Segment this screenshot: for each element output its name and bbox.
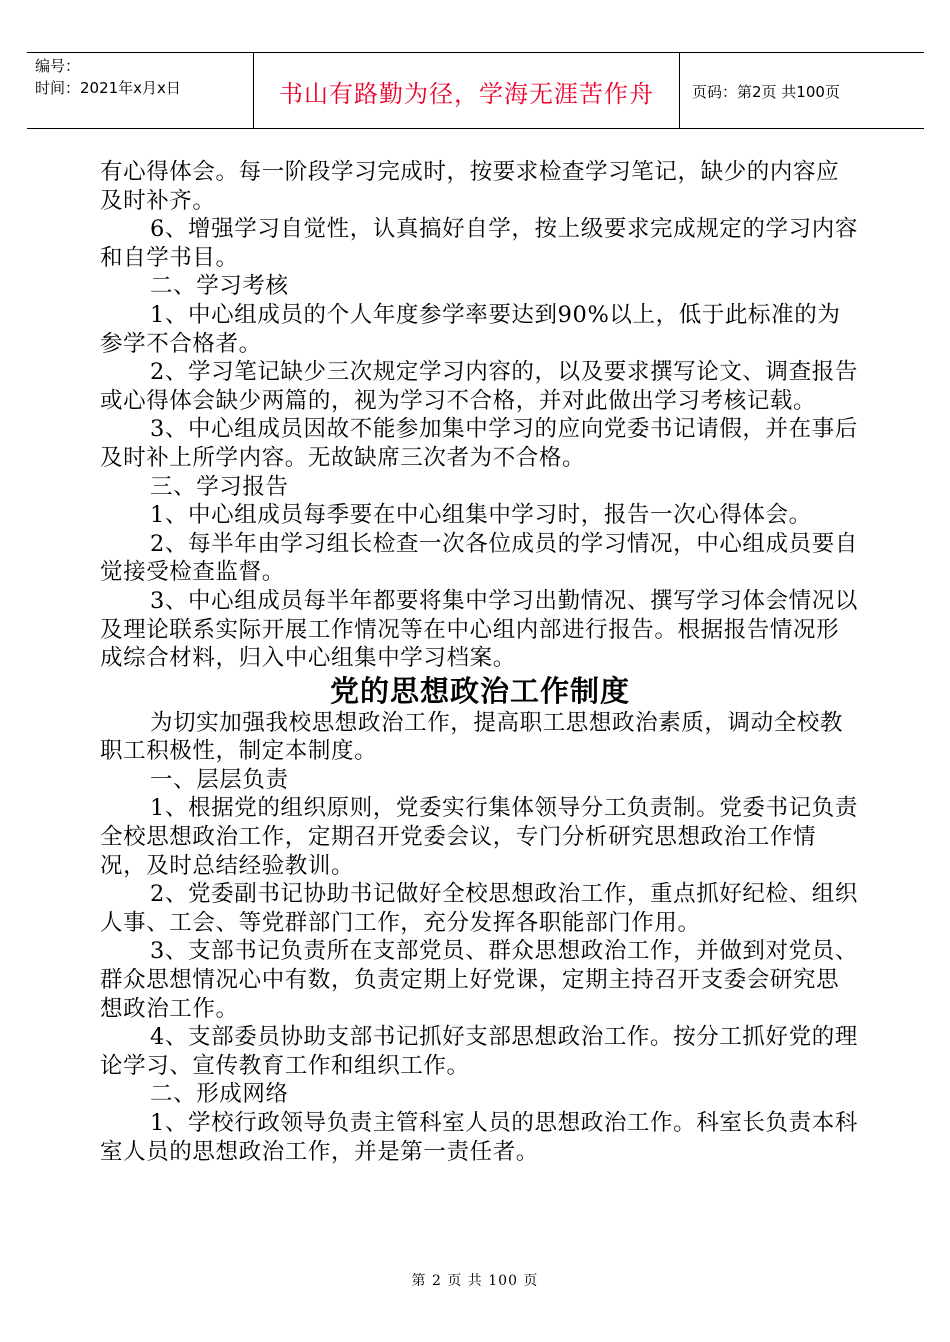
header-page-info: 页码：第2页 共100页 (692, 83, 840, 101)
paragraph: 6、增强学习自觉性，认真搞好自学，按上级要求完成规定的学习内容和自学书目。 (100, 216, 858, 271)
number-label: 编号： (35, 57, 81, 75)
paragraph: 3、中心组成员每半年都要将集中学习出勤情况、撰写学习体会情况以及理论联系实际开展工作情况等在中心组内部进行报告。根据报告情况形成综合材料，归入中心组集中学习档案。 (100, 587, 858, 672)
paragraph: 2、党委副书记协助书记做好全校思想政治工作，重点抓好纪检、组织人事、工会、等党群部门工作，充分发挥各职能部门作用。 (100, 881, 858, 936)
document-body (100, 158, 860, 1166)
page-footer: 第 2 页 共 100 页 (411, 1273, 539, 1289)
paragraph: 1、中心组成员的个人年度参学率要达到90%以上，低于此标准的为参学不合格者。 (100, 301, 841, 357)
section-heading: 二、学习考核 (150, 273, 289, 300)
paragraph: 3、中心组成员因故不能参加集中学习的应向党委书记请假，并在事后及时补上所学内容。无故缺席三次者为不合格。 (100, 416, 858, 471)
paragraph: 1、中心组成员每季要在中心组集中学习时，报告一次心得体会。 (150, 502, 812, 529)
paragraph: 2、每半年由学习组长检查一次各位成员的学习情况，中心组成员要自觉接受检查监督。 (100, 530, 858, 586)
document-title: 党的思想政治工作制度 (329, 673, 630, 708)
paragraph: 2、学习笔记缺少三次规定学习内容的，以及要求撰写论文、调查报告或心得体会缺少两篇的，视为学习不合格，并对此做出学习考核记载。 (100, 359, 858, 414)
paragraph: 有心得体会。每一阶段学习完成时，按要求检查学习笔记，缺少的内容应及时补齐。 (100, 159, 840, 214)
paragraph: 1、学校行政领导负责主管科室人员的思想政治工作。科室长负责本科室人员的思想政治工作，并是第一责任者。 (100, 1110, 858, 1165)
paragraph: 为切实加强我校思想政治工作，提高职工思想政治素质，调动全校教职工积极性，制定本制度。 (100, 709, 844, 765)
time-label: 时间：2021年x月x日 (35, 79, 181, 97)
section-heading: 三、学习报告 (150, 473, 289, 500)
paragraph: 3、支部书记负责所在支部党员、群众思想政治工作，并做到对党员、群众思想情况心中有数，负责定期上好党课，定期主持召开支委会研究思想政治工作。 (100, 938, 858, 1022)
header-motto: 书山有路勤为径，学海无涯苦作舟 (254, 53, 680, 128)
paragraph: 4、支部委员协助支部书记抓好支部思想政治工作。按分工抓好党的理论学习、宣传教育工作和组织工作。 (100, 1024, 858, 1079)
section-heading: 一、层层负责 (150, 766, 289, 793)
header-meta (27, 53, 254, 128)
paragraph: 1、根据党的组织原则，党委实行集体领导分工负责制。党委书记负责全校思想政治工作，定期召开党委会议，专门分析研究思想政治工作情况，及时总结经验教训。 (100, 795, 858, 879)
page-header (27, 52, 924, 129)
section-heading: 二、形成网络 (150, 1081, 289, 1108)
